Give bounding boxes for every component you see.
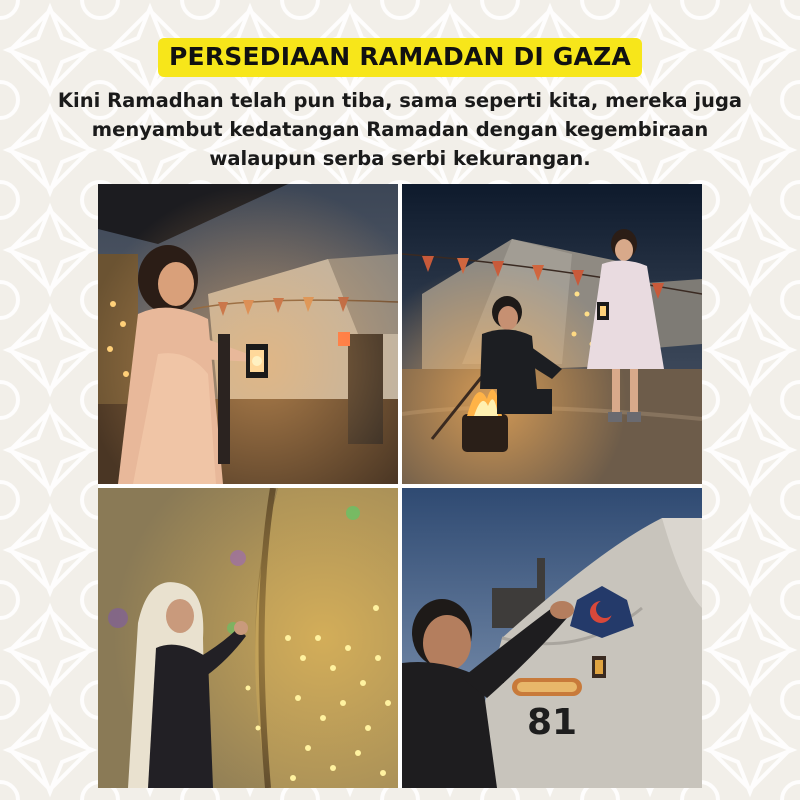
photo-grid (98, 184, 702, 788)
photo-girl-holding-lantern (98, 184, 398, 484)
photo-boy-by-fire (402, 184, 702, 484)
page-title: PERSEDIAAN RAMADAN DI GAZA (158, 38, 642, 77)
photo-girl-hanging-lights (98, 488, 398, 788)
svg-text:81: 81 (527, 702, 578, 743)
photo-man-decorating-tent (402, 488, 702, 788)
page-subtitle: Kini Ramadhan telah pun tiba, sama seperti kita, mereka juga menyambut kedatangan Ramadan dengan kegembiraan walaupun serba serbi kekurangan. (57, 89, 743, 170)
